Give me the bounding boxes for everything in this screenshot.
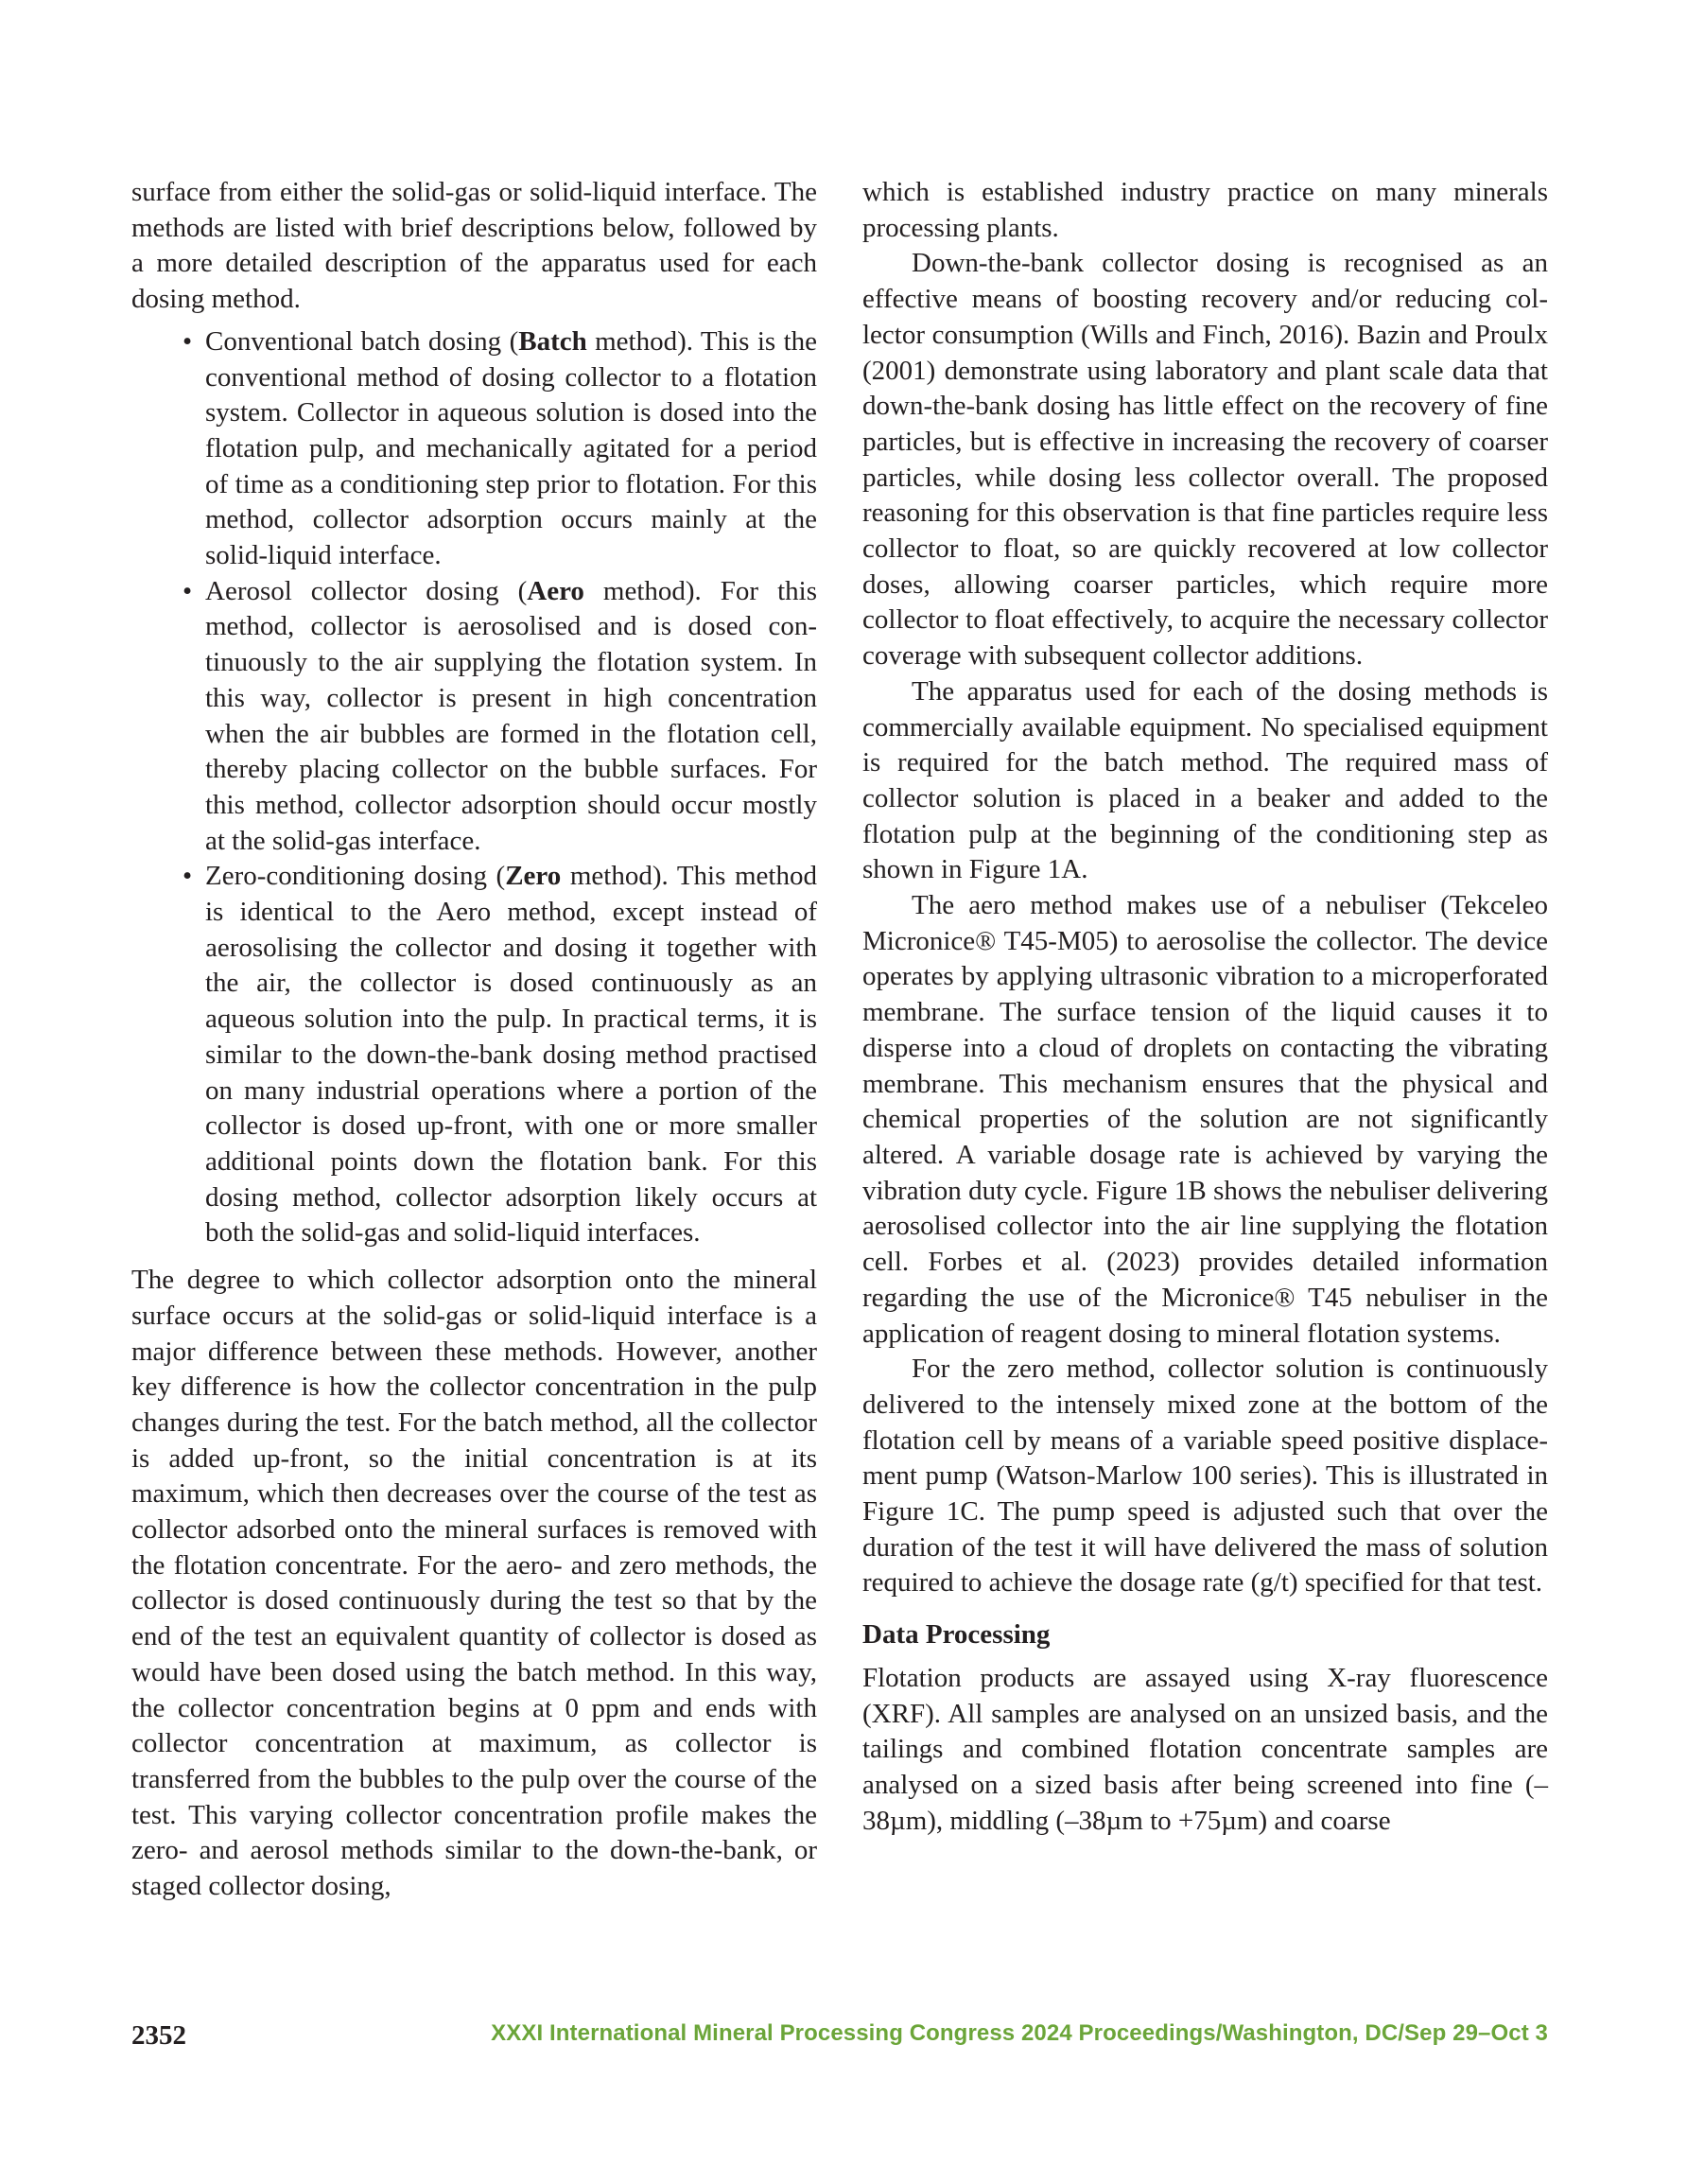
list-item-prefix: Zero-conditioning dosing ( xyxy=(205,861,506,892)
left-column xyxy=(131,175,817,1905)
list-item-text: method). This method is identical to the Aero method, except instead of aerosolising the collector and dosing it together with the air, the collector is dosed continuously as an aqueous solution into the pulp. In practical terms, it is similar to the down-the-bank dosing method practised on many industrial operations where a portion of the collector is dosed up-front, with one or more smaller additional points down the flotation bank. For this dosing method, collector adsorption likely occurs at both the solid-gas and solid-liquid interfaces. xyxy=(205,861,817,1249)
bullet-icon: • xyxy=(183,861,193,892)
conference-title: XXXI International Mineral Processing Congress 2024 Proceedings/Washington, DC/Sep 29–Oct 3 xyxy=(491,2020,1548,2046)
body-paragraph: The apparatus used for each of the dosing methods is commercially available equipment. No specialised equipment is required for the batch method. The required mass of collector solution is placed in a beaker and added to the flotation pulp at the beginning of the conditioning step as shown in Figure 1A. xyxy=(862,675,1548,885)
list-item-text: method). This is the conventional method of dosing collector to a flotation system. Collector in aqueous solution is dosed into the flotation pulp, and mechanically agitated for a period of time as a conditioning step prior to flotation. For this method, collector adsorption occurs mainly at the solid-liquid interface. xyxy=(205,325,817,571)
list-item-zero xyxy=(183,859,817,1251)
dosing-methods-list xyxy=(131,324,817,1251)
method-name: Batch xyxy=(518,325,587,357)
method-name: Zero xyxy=(505,861,562,892)
body-paragraph: The degree to which collector adsorption onto the mineral surface occurs at the solid-gas or solid-liquid interface is a major difference between these methods. However, another key difference is how the collector concentration in the pulp changes during the test. For the batch method, all the collector is added up-front, so the initial concentration is at its maximum, which then decreases over the course of the test as collector adsorbed onto the mineral surfaces is removed with the flotation concentrate. For the aero- and zero methods, the collector is dosed continuously during the test so that by the end of the test an equivalent quantity of collector is dosed as would have been dosed using the batch method. In this way, the collector concentration begins at 0 ppm and ends with collector concentration at maximum, as collector is transferred from the bubbles to the pulp over the course of the test. This varying collector concentration profile makes the zero- and aerosol methods similar to the down-the-bank, or staged collector dosing, xyxy=(131,1265,817,1902)
body-paragraph: Down-the-bank collector dosing is recognised as an effective means of boosting recovery and/or reducing collector consumption (Wills and Finch, 2016). Bazin and Proulx (2001) demonstrate using laboratory and plant scale data that down-the-bank dosing has little effect on the recovery of fine particles, but is effective in increasing the recovery of coarser particles, while dosing less collector overall. The proposed reasoning for this observation is that fine particles require less collector to float, so are quickly recovered at low collector doses, allowing coarser particles, which require more collector to float effectively, to acquire the necessary collector coverage with subsequent collector additions. xyxy=(862,248,1548,672)
bullet-icon: • xyxy=(183,575,193,606)
page-footer xyxy=(131,2020,1548,2058)
intro-paragraph: surface from either the solid-gas or solid-liquid interface. The methods are listed with brief descriptions below, followed by a more detailed description of the apparatus used for each dosing method. xyxy=(131,177,817,315)
list-item-text: method). For this method, collector is aerosolised and is dosed continuously to the air supplying the flotation system. In this way, collector is present in high concentration when the air bubbles are formed in the flotation cell, thereby placing collector on the bubble surfaces. For this method, collector adsorption should occur mostly at the solid-gas interface. xyxy=(205,575,817,856)
list-item-aero xyxy=(183,574,817,860)
right-column xyxy=(862,175,1548,1839)
method-name: Aero xyxy=(527,575,584,606)
body-paragraph: For the zero method, collector solution is continuously delivered to the intensely mixed zone at the bottom of the flotation cell by means of a variable speed positive displacement pump (Watson-Marlow 100 series). This is illustrated in Figure 1C. The pump speed is adjusted such that over the duration of the test it will have delivered the mass of solution required to achieve the dosage rate (g/t) specified for that test. xyxy=(862,1354,1548,1599)
body-paragraph: The aero method makes use of a nebuliser (Tekceleo Micronice® T45-M05) to aerosolise the collector. The device operates by applying ultrasonic vibration to a microperforated membrane. The surface tension of the liquid causes it to disperse into a cloud of droplets on contacting the vibrating membrane. This mechanism ensures that the physical and chemical properties of the solution are not significantly altered. A variable dosage rate is achieved by varying the vibration duty cycle. Figure 1B shows the nebuliser delivering aerosolised collector into the air line supplying the flotation cell. Forbes et al. (2023) provides detailed information regarding the use of the Micronice® T45 nebuliser in the application of reagent dosing to mineral flotation systems. xyxy=(862,890,1548,1349)
body-paragraph: Flotation products are assayed using X-ray fluorescence (XRF). All samples are analysed on an unsized basis, and the tailings and combined flotation concentrate samples are analysed on a sized basis after being screened into fine (–38µm), middling (–38µm to +75µm) and coarse xyxy=(862,1662,1548,1836)
section-heading: Data Processing xyxy=(862,1619,1051,1651)
bullet-icon: • xyxy=(183,325,193,357)
list-item-prefix: Aerosol collector dosing ( xyxy=(205,575,528,606)
list-item-prefix: Conventional batch dosing ( xyxy=(205,325,519,357)
list-item-batch xyxy=(183,324,817,574)
page-number: 2352 xyxy=(131,2020,186,2051)
continuation-paragraph: which is established industry practice on many minerals processing plants. xyxy=(862,177,1548,243)
